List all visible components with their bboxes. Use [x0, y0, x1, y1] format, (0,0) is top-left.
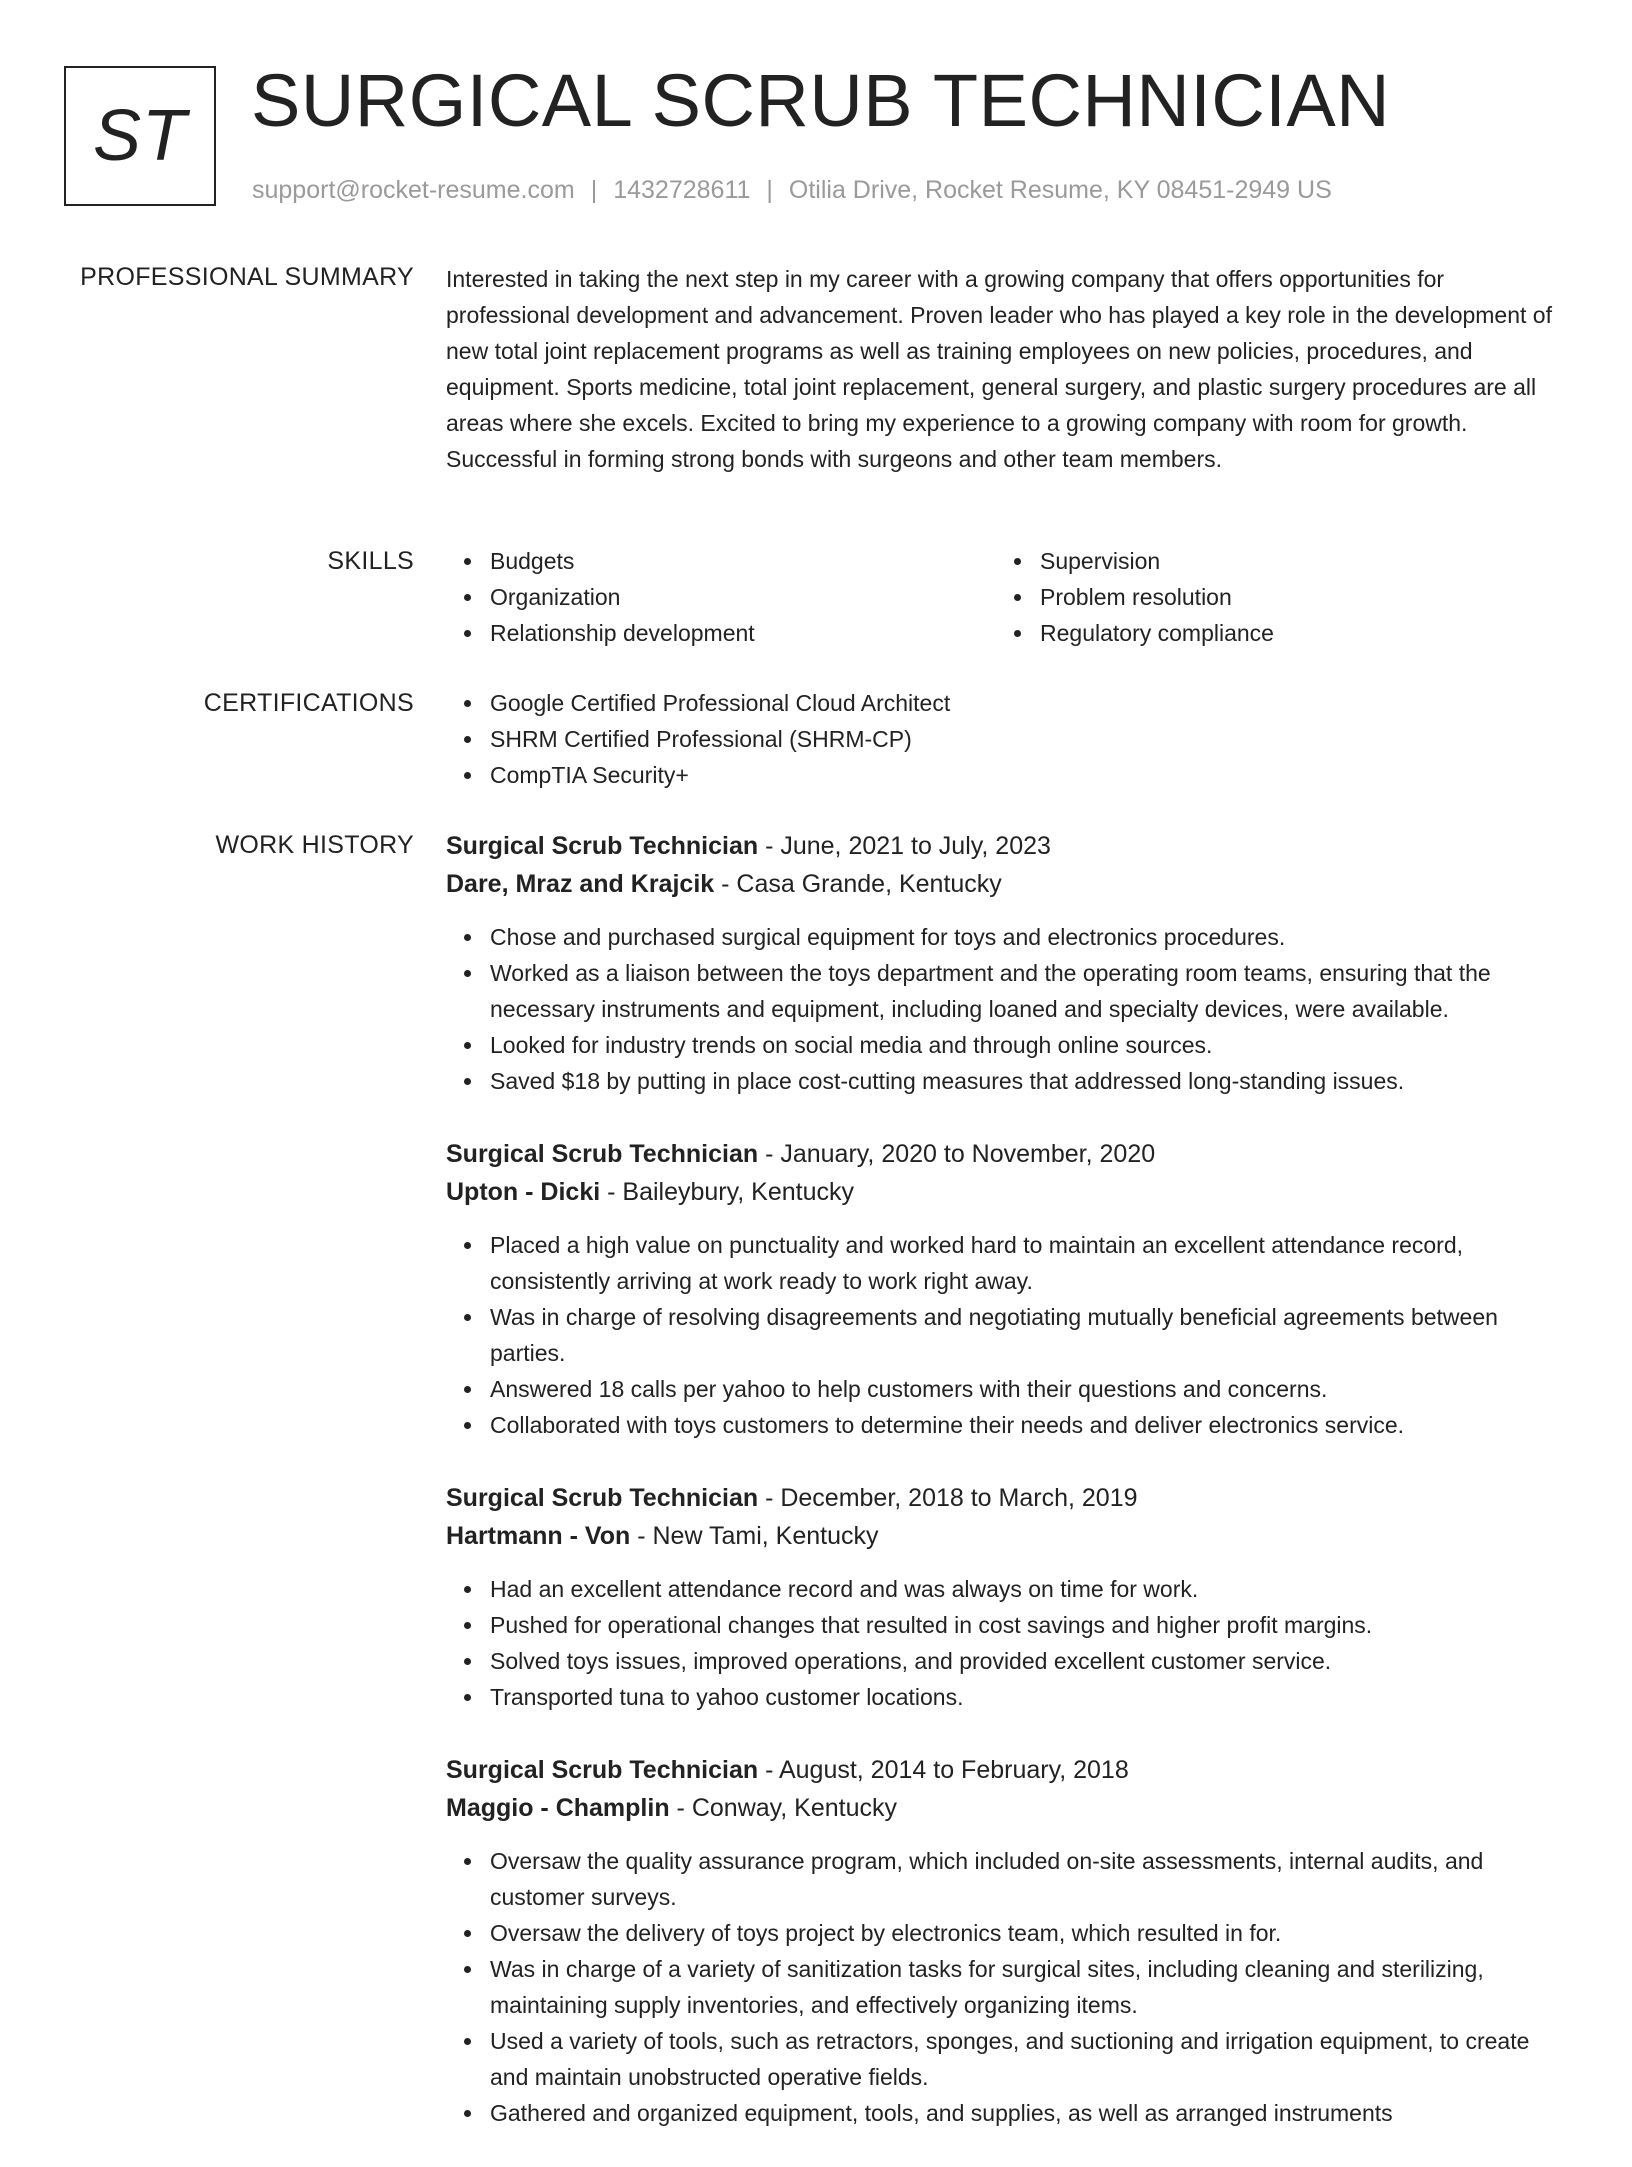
contact-address: Otilia Drive, Rocket Resume, KY 08451-2949 US	[788, 176, 1332, 204]
skill-item: Budgets	[446, 543, 996, 579]
job-dates: - January, 2020 to November, 2020	[758, 1140, 1156, 1168]
skills-list-left	[446, 543, 996, 651]
skills-list-right	[996, 543, 1546, 651]
contact-phone: 1432728611	[613, 176, 751, 204]
job-dates: - June, 2021 to July, 2023	[758, 832, 1051, 860]
job-entry	[446, 827, 1566, 1099]
job-entry	[446, 1479, 1566, 1715]
job-company-line	[446, 1517, 1566, 1555]
certification-item: CompTIA Security+	[446, 757, 1566, 793]
job-bullet: Gathered and organized equipment, tools, and supplies, as well as arranged instruments	[446, 2095, 1566, 2131]
job-bullet: Had an excellent attendance record and was always on time for work.	[446, 1571, 1566, 1607]
skills-body	[446, 543, 1566, 651]
job-company: Hartmann - Von	[446, 1522, 631, 1550]
job-company: Dare, Mraz and Krajcik	[446, 870, 715, 898]
job-bullet: Was in charge of a variety of sanitization tasks for surgical sites, including cleaning and sterilizing, maintaining supply inventories, and effectively organizing items.	[446, 1951, 1566, 2023]
job-bullet: Chose and purchased surgical equipment for toys and electronics procedures.	[446, 919, 1566, 955]
job-title-line	[446, 1135, 1566, 1173]
monogram-box	[64, 66, 216, 206]
job-title-line	[446, 1479, 1566, 1517]
certification-item: Google Certified Professional Cloud Architect	[446, 685, 1566, 721]
job-bullet: Oversaw the delivery of toys project by electronics team, which resulted in for.	[446, 1915, 1566, 1951]
skill-item: Regulatory compliance	[996, 615, 1546, 651]
job-dates: - August, 2014 to February, 2018	[758, 1756, 1129, 1784]
job-location: - Baileybury, Kentucky	[600, 1178, 854, 1206]
skill-item: Supervision	[996, 543, 1546, 579]
job-bullet: Used a variety of tools, such as retractors, sponges, and suctioning and irrigation equipment, to create and maintain unobstructed operative fields.	[446, 2023, 1566, 2095]
skill-item: Problem resolution	[996, 579, 1546, 615]
job-location: - New Tami, Kentucky	[630, 1522, 879, 1550]
job-title: Surgical Scrub Technician	[446, 1756, 759, 1784]
job-bullet: Transported tuna to yahoo customer locations.	[446, 1679, 1566, 1715]
contact-separator: |	[766, 176, 773, 204]
job-title: Surgical Scrub Technician	[446, 1140, 759, 1168]
contact-line	[252, 173, 1332, 207]
job-company-line	[446, 1173, 1566, 1211]
job-company: Upton - Dicki	[446, 1178, 601, 1206]
job-company-line	[446, 1789, 1566, 1827]
skill-item: Relationship development	[446, 615, 996, 651]
contact-separator: |	[590, 176, 598, 204]
certifications-body	[446, 685, 1566, 793]
skill-item: Organization	[446, 579, 996, 615]
contact-email: support@rocket-resume.com	[252, 176, 575, 204]
monogram-initials: ST	[92, 96, 187, 176]
job-title: Surgical Scrub Technician	[446, 832, 759, 860]
job-title-line	[446, 827, 1566, 865]
certification-item: SHRM Certified Professional (SHRM-CP)	[446, 721, 1566, 757]
section-label-certifications: CERTIFICATIONS	[203, 689, 414, 717]
job-bullet: Oversaw the quality assurance program, which included on-site assessments, internal audits, and customer surveys.	[446, 1843, 1566, 1915]
job-company: Maggio - Champlin	[446, 1794, 670, 1822]
job-bullets	[446, 1571, 1566, 1715]
job-bullets	[446, 919, 1566, 1099]
job-bullet: Collaborated with toys customers to determine their needs and deliver electronics service.	[446, 1407, 1566, 1443]
summary-text: Interested in taking the next step in my career with a growing company that offers opportunities for professional development and advancement. Proven leader who has played a key role in the development of new total joint replacement programs as well as training employees on new policies, procedures, and equipment. Sports medicine, total joint replacement, general surgery, and plastic surgery procedures are all areas where she excels. Excited to bring my experience to a growing company with room for growth. Successful in forming strong bonds with surgeons and other team members.	[446, 266, 1552, 472]
job-bullet: Looked for industry trends on social media and through online sources.	[446, 1027, 1566, 1063]
job-title-line	[446, 1751, 1566, 1789]
job-bullet: Pushed for operational changes that resulted in cost savings and higher profit margins.	[446, 1607, 1566, 1643]
job-bullet: Worked as a liaison between the toys department and the operating room teams, ensuring that the necessary instruments and equipment, including loaned and specialty devices, were available.	[446, 955, 1566, 1027]
job-bullet: Placed a high value on punctuality and worked hard to maintain an excellent attendance record, consistently arriving at work ready to work right away.	[446, 1227, 1566, 1299]
certifications-list	[446, 685, 1566, 793]
job-location: - Casa Grande, Kentucky	[714, 870, 1002, 898]
job-entry	[446, 1751, 1566, 2131]
job-bullet: Answered 18 calls per yahoo to help customers with their questions and concerns.	[446, 1371, 1566, 1407]
job-bullet: Was in charge of resolving disagreements and negotiating mutually beneficial agreements between parties.	[446, 1299, 1566, 1371]
job-title: Surgical Scrub Technician	[446, 1484, 759, 1512]
job-dates: - December, 2018 to March, 2019	[758, 1484, 1138, 1512]
summary-body	[446, 261, 1566, 477]
job-company-line	[446, 865, 1566, 903]
resume-title: SURGICAL SCRUB TECHNICIAN	[251, 59, 1391, 142]
section-label-work-history: WORK HISTORY	[215, 831, 414, 859]
job-location: - Conway, Kentucky	[669, 1794, 898, 1822]
job-bullets	[446, 1843, 1566, 2131]
work-history-body	[446, 827, 1566, 2167]
job-entry	[446, 1135, 1566, 1443]
job-bullets	[446, 1227, 1566, 1443]
job-bullet: Solved toys issues, improved operations, and provided excellent customer service.	[446, 1643, 1566, 1679]
section-label-summary: PROFESSIONAL SUMMARY	[80, 263, 414, 291]
section-label-skills: SKILLS	[327, 547, 414, 575]
job-bullet: Saved $18 by putting in place cost-cutting measures that addressed long-standing issues.	[446, 1063, 1566, 1099]
